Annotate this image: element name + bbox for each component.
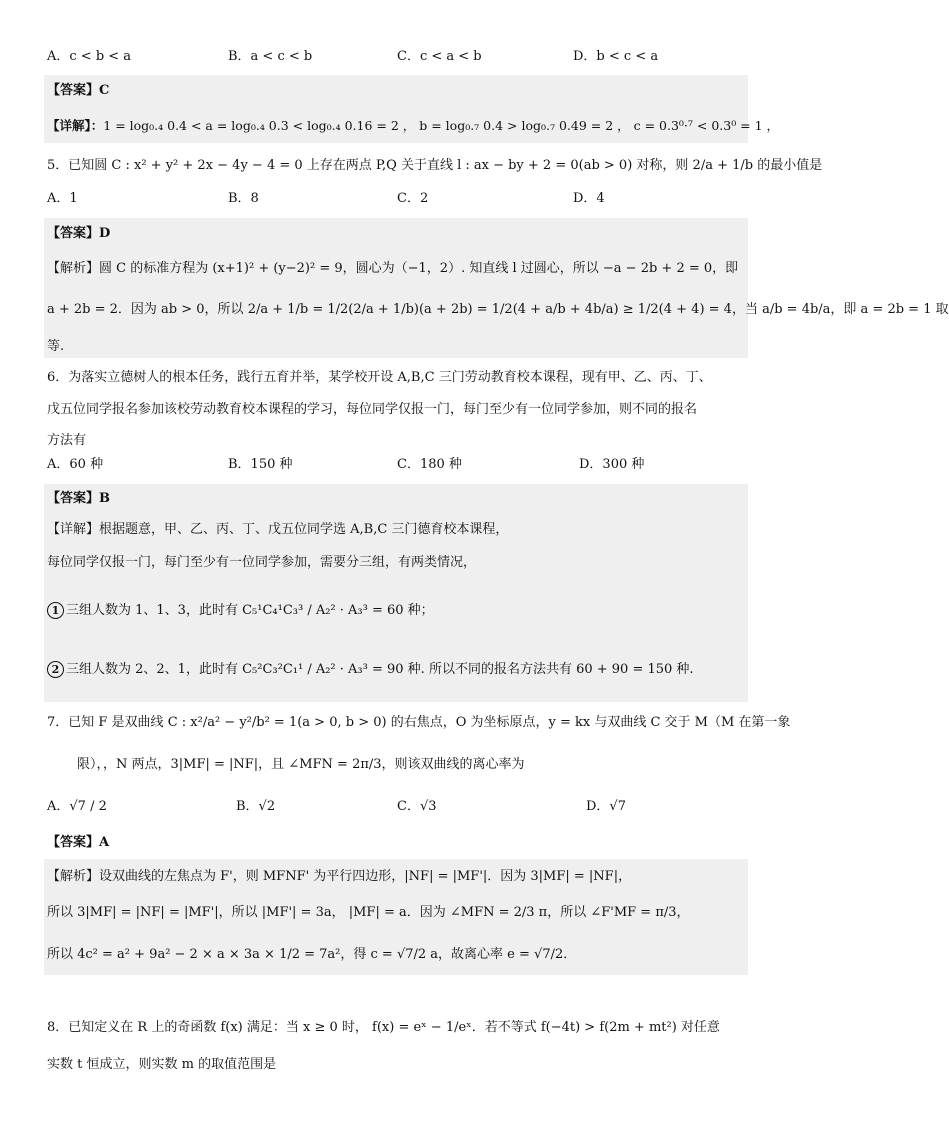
q4-answer: 【答案】C	[47, 83, 110, 98]
q4-detail	[47, 116, 779, 136]
q5-option-b: B．8	[228, 191, 259, 206]
q5-option-c: C．2	[397, 191, 429, 206]
q4-option-c: C．c < a < b	[397, 49, 482, 64]
q6-detail-line-1: 【详解】根据题意，甲、乙、丙、丁、戊五位同学选 A,B,C 三门德育校本课程，	[47, 522, 509, 537]
q6-option-d: D．300 种	[579, 457, 645, 472]
q6-answer: 【答案】B	[47, 491, 110, 506]
q5-analysis-line-2: a + 2b = 2．因为 ab > 0，所以 2/a + 1/b = 1/2(2/a + 1/b)(a + 2b) = 1/2(4 + a/b + 4b/a) ≥ 1/2(4 + 4) = 4，当 a/b = 4b/a，即 a = 2b = 1 取	[47, 302, 949, 317]
q5-option-d: D．4	[573, 191, 605, 206]
q7-stem-line-2: 限），，N 两点，3|MF| = |NF|，且 ∠MFN = 2π/3，则该双曲线的离心率为	[77, 757, 525, 772]
q6-case-1-text: 三组人数为 1、1、3，此时有 C₅¹C₄¹C₃³ / A₂² · A₃³ = 60 种；	[66, 603, 434, 618]
q6-case-2	[47, 660, 694, 680]
circled-number-2: 2	[47, 661, 64, 678]
q7-analysis-line-1: 【解析】设双曲线的左焦点为 F'，则 MFNF' 为平行四边形，|NF| = |MF'|．因为 3|MF| = |NF|，	[47, 869, 632, 884]
q6-case-1	[47, 601, 434, 621]
q8-stem-line-1: 8．已知定义在 R 上的奇函数 f(x) 满足：当 x ≥ 0 时， f(x) = eˣ − 1/eˣ．若不等式 f(−4t) > f(2m + mt²) 对任意	[47, 1020, 720, 1035]
q8-stem-line-2: 实数 t 恒成立，则实数 m 的取值范围是	[47, 1057, 277, 1072]
q7-answer: 【答案】A	[47, 835, 110, 850]
q5-stem: 5．已知圆 C : x² + y² + 2x − 4y − 4 = 0 上存在两点 P,Q 关于直线 l : ax − by + 2 = 0(ab > 0) 对称，则 2/a + 1/b 的最小值是	[47, 158, 823, 173]
q6-option-c: C．180 种	[397, 457, 462, 472]
q7-analysis-line-2: 所以 3|MF| = |NF| = |MF'|，所以 |MF'| = 3a， |MF| = a．因为 ∠MFN = 2/3 π，所以 ∠F'MF = π/3，	[47, 905, 690, 920]
q6-option-b: B．150 种	[228, 457, 293, 472]
q7-option-c: C．√3	[397, 799, 437, 814]
q5-analysis-line-1: 【解析】圆 C 的标准方程为 (x+1)² + (y−2)² = 9，圆心为（−1，2）. 知直线 l 过圆心，所以 −a − 2b + 2 = 0，即	[47, 261, 739, 276]
q7-option-a: A．√7 / 2	[47, 799, 107, 814]
q5-answer-block	[44, 218, 748, 358]
q6-detail-line-2: 每位同学仅报一门，每门至少有一位同学参加，需要分三组，有两类情况，	[47, 555, 477, 570]
q4-detail-label: 【详解】：	[47, 118, 104, 133]
q5-answer: 【答案】D	[47, 226, 111, 241]
q7-analysis-line-3: 所以 4c² = a² + 9a² − 2 × a × 3a × 1/2 = 7a²，得 c = √7/2 a，故离心率 e = √7/2．	[47, 947, 577, 962]
q7-option-d: D．√7	[586, 799, 626, 814]
q6-case-2-text: 三组人数为 2、2、1，此时有 C₅²C₃²C₁¹ / A₂² · A₃³ = 90 种. 所以不同的报名方法共有 60 + 90 = 150 种.	[66, 662, 694, 677]
q6-stem-line-2: 戊五位同学报名参加该校劳动教育校本课程的学习，每位同学仅报一门，每门至少有一位同学参加，则不同的报名	[47, 402, 698, 417]
q5-analysis-line-3: 等.	[47, 339, 65, 354]
q4-detail-text: 1 = log₀.₄ 0.4 < a = log₀.₄ 0.3 < log₀.₄ 0.16 = 2 ， b = log₀.₇ 0.4 > log₀.₇ 0.49 = 2 ， c = 0.3⁰·⁷ < 0.3⁰ = 1 ，	[103, 118, 780, 133]
q6-option-a: A．60 种	[47, 457, 104, 472]
q7-stem-line-1: 7．已知 F 是双曲线 C : x²/a² − y²/b² = 1(a > 0, b > 0) 的右焦点，O 为坐标原点，y = kx 与双曲线 C 交于 M（M 在第一象	[47, 715, 791, 730]
q7-option-b: B．√2	[236, 799, 276, 814]
q4-option-b: B．a < c < b	[228, 49, 313, 64]
circled-number-1: 1	[47, 602, 64, 619]
q4-option-d: D．b < c < a	[573, 49, 659, 64]
q4-option-a: A．c < b < a	[47, 49, 132, 64]
q6-stem-line-1: 6．为落实立德树人的根本任务，践行五育并举，某学校开设 A,B,C 三门劳动教育校本课程，现有甲、乙、丙、丁、	[47, 370, 712, 385]
q6-stem-line-3: 方法有	[47, 433, 87, 448]
q5-option-a: A．1	[47, 191, 78, 206]
